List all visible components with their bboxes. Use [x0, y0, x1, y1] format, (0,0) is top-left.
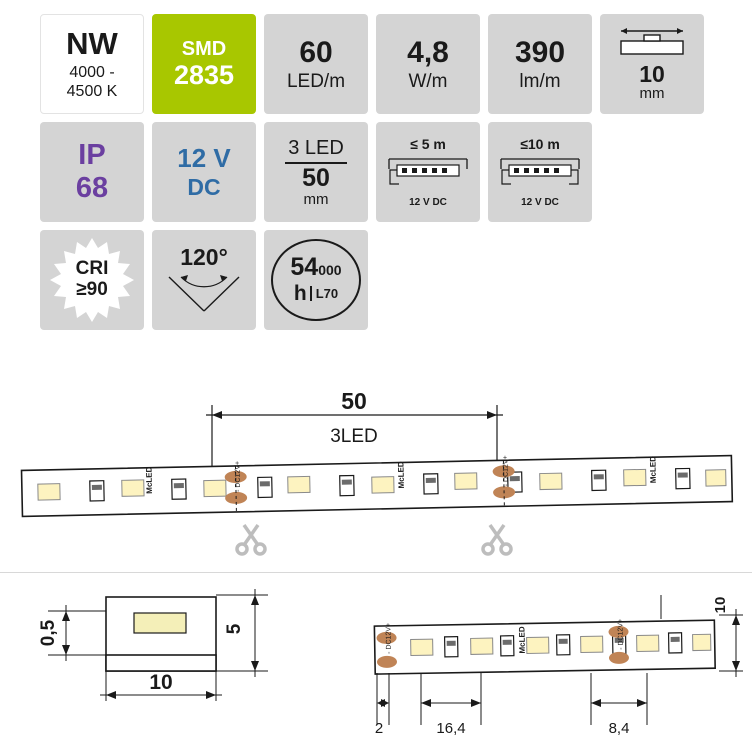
spec-icon-row [40, 230, 720, 330]
cut-dimension-label: 50 [341, 388, 367, 414]
brand-label: McLED [648, 455, 658, 484]
icon-cut-interval [264, 122, 368, 222]
pcb-height-label: 0,5 [38, 619, 59, 647]
max-run-label: ≤ 5 m [410, 136, 446, 152]
section-divider [0, 572, 752, 573]
icon-cri [40, 230, 144, 330]
flux-unit: lm/m [519, 70, 561, 92]
strip-width-label: 10 [149, 671, 173, 694]
icon-lifetime [264, 230, 368, 330]
spec-icon-grid [40, 14, 720, 338]
voltage-value: 12 V [177, 143, 231, 173]
power-unit: W/m [408, 70, 448, 92]
double-feed-drawing [497, 155, 583, 197]
edge-offset-label: 2 [374, 720, 384, 737]
scissors-icon [483, 525, 511, 554]
cut-leds-label: 3LED [330, 426, 378, 447]
lifetime-unit: h [293, 281, 307, 305]
width-value: 10 [639, 61, 665, 88]
icon-led-density [264, 14, 368, 114]
pad-pitch-label: 8,4 [608, 720, 630, 737]
brand-label: McLED [396, 461, 406, 489]
led-count-unit: LED/m [286, 70, 346, 92]
cri-label: CRI [75, 258, 109, 280]
scissors-icon [237, 525, 265, 554]
icon-beam-angle [152, 230, 256, 330]
beam-angle-value: 120° [180, 243, 228, 270]
cut-leds: 3 LED [288, 136, 344, 159]
total-height-label: 5 [224, 623, 245, 635]
spec-icon-row [40, 122, 720, 222]
max-run-label: ≤10 m [520, 136, 560, 152]
voltage-type: DC [187, 174, 221, 200]
width-unit: mm [639, 85, 665, 103]
cct-range-from: 4000 - [69, 64, 115, 82]
pad-polarity-label: - DC12V+ [617, 618, 625, 650]
starburst-icon [46, 236, 138, 324]
dc-label: 12 V DC [521, 197, 559, 208]
icon-color-temperature [40, 14, 144, 114]
cross-section-diagram [0, 575, 352, 752]
led-pitch-label: 16,4 [436, 720, 466, 737]
lifetime-circle [271, 239, 361, 321]
cri-value: ≥90 [76, 279, 108, 300]
icon-power [376, 14, 480, 114]
chip-package-label: SMD [181, 37, 227, 60]
led-pitch-diagram [355, 575, 752, 752]
cct-code: NW [66, 26, 118, 62]
spec-icon-row [40, 14, 720, 114]
strip-width-drawing [613, 25, 691, 59]
strip-width-label: 10 [712, 596, 729, 614]
lifetime-thousands: 54 [290, 252, 319, 281]
single-feed-drawing [385, 155, 471, 197]
lifetime-value [290, 252, 342, 281]
cut-length-diagram [0, 385, 752, 565]
ip-rating: 68 [75, 172, 109, 204]
icon-ingress-protection [40, 122, 144, 222]
cut-length-unit: mm [303, 190, 329, 208]
dc-label: 12 V DC [409, 197, 447, 208]
icon-input-voltage [152, 122, 256, 222]
power-value: 4,8 [407, 35, 449, 69]
icon-luminous-flux [488, 14, 592, 114]
lifetime-zeros: 000 [318, 261, 342, 278]
cct-range-to: 4500 K [66, 83, 118, 100]
beam-angle-drawing [161, 271, 247, 317]
pad-polarity-label: - DC12V+ [502, 455, 510, 487]
icon-strip-width [600, 14, 704, 114]
icon-max-run-one-side [376, 122, 480, 222]
icon-max-run-both-sides [488, 122, 592, 222]
led-count: 60 [299, 35, 333, 69]
chip-package-code: 2835 [173, 59, 235, 90]
brand-label: McLED [517, 626, 527, 654]
cut-length-value: 50 [302, 163, 330, 192]
ip-label: IP [78, 139, 106, 171]
flux-value: 390 [514, 35, 566, 69]
brand-label: McLED [144, 466, 155, 494]
lifetime-l70: L70 [310, 286, 338, 301]
pad-polarity-label: - DC12V+ [234, 460, 243, 492]
pad-polarity-label: - DC12V+ [385, 622, 393, 654]
icon-chip-type [152, 14, 256, 114]
